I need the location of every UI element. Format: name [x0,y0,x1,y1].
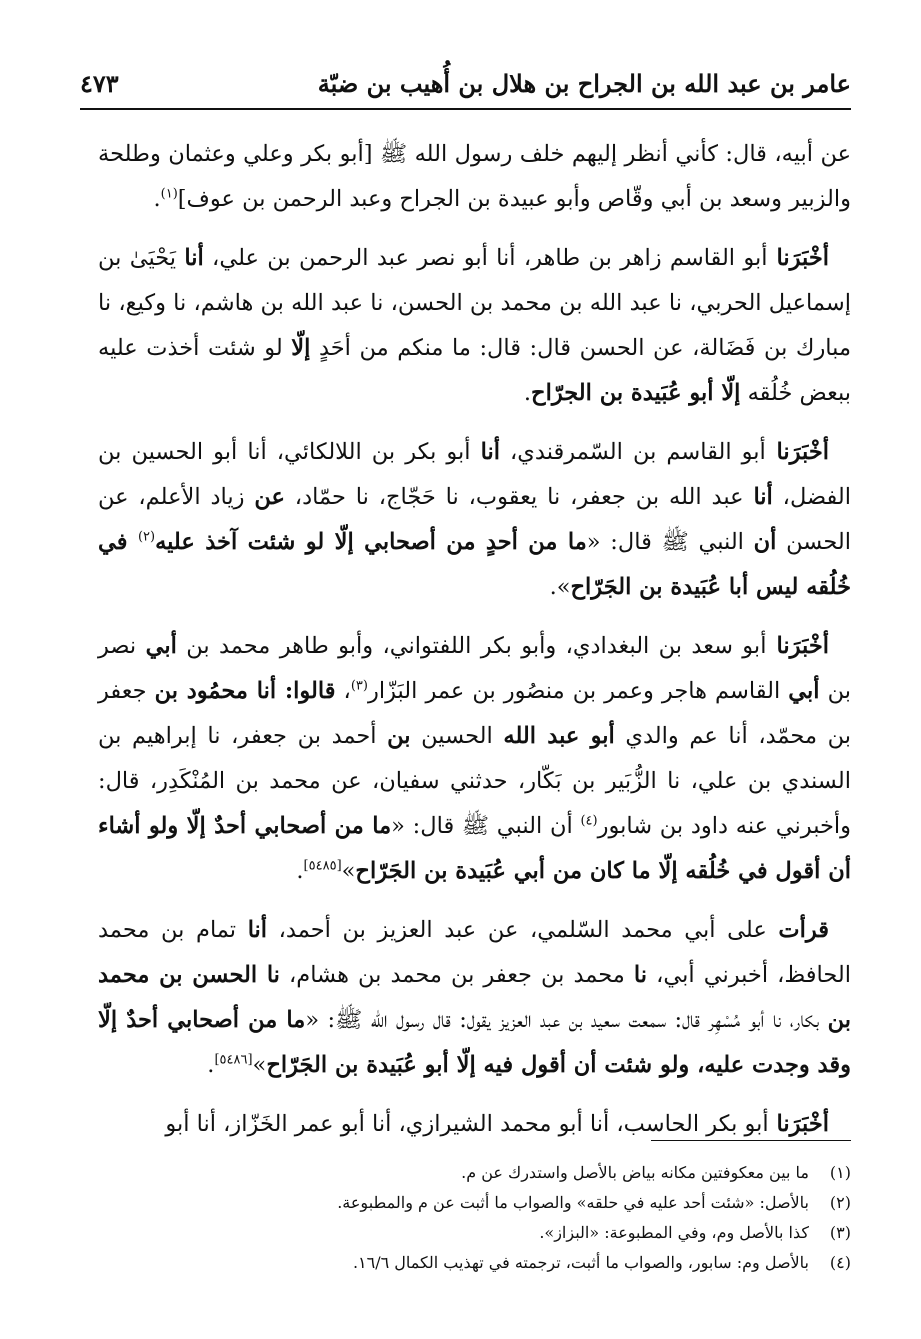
text-segment: أن [753,529,777,555]
text-segment: أن النبي ﷺ قال: « [391,813,581,839]
footnote-reference: (١) [160,186,178,202]
text-segment: أنا [753,484,773,510]
text-segment: أبي [788,678,820,704]
footnote-number: (٣) [829,1223,851,1242]
footnotes [98,1158,851,1278]
text-segment: أخْبَرَنا [767,245,829,271]
text-segment: يَحْيَىٰ بن إسماعيل الحربي، نا عبد الله بن محمد بن الحسن، نا عبد الله بن هاشم، نا وكيع، نا مبارك بن فَضَالة، عن الحسن قال: قال: ما منكم من أحَدٍ [98,245,852,361]
text-segment: أبو سعد بن البغدادي، وأبو بكر اللفتواني، وأبو طاهر محمد بن [176,633,767,659]
footnote [98,1158,851,1188]
text-segment: أبو بكر بن اللالكائي، أنا أبو الحسين بن الفضل، [98,439,851,510]
text-segment: أبو القاسم بن السّمرقندي، [499,439,766,465]
running-header [80,58,851,110]
text-segment: أنا [184,245,204,271]
footnote-number: (٢) [829,1193,851,1212]
text-segment: » [252,1052,267,1078]
text-segment: تمام بن محمد الحافظ، أخبرني أبي، [98,917,851,988]
text-segment: نصر بن [98,633,851,704]
text-segment: القاسم هاجر وعمر بن منصُور بن عمر البَزّار [367,678,789,704]
text-segment: إلّا أبو عُبَيدة بن الجرّاح [531,380,741,406]
text-segment: على أبي محمد السّلمي، عن عبد العزيز بن أحمد، [267,917,779,943]
footnote-reference: [٥٤٨٦] [214,1052,253,1068]
text-segment: . [153,186,161,212]
footnote-text: بالأصل وم: سابور، والصواب ما أثبت، ترجمته في تهذيب الكمال ١٦/٦. [352,1253,809,1272]
footnote [98,1188,851,1218]
text-segment: أنا [247,917,268,943]
text-segment: أخْبَرَنا [766,633,829,659]
text-segment: عن أبيه، قال: كأني أنظر إليهم خلف رسول الله ﷺ [أبو بكر وعلي وعثمان وطلحة والزبير وسعد بن أبي وقّاص وأبو عبيدة بن الجراح وعبد الرحمن بن عوف] [98,141,851,212]
text-segment: عبد الله بن جعفر، نا يعقوب، نا حَجّاج، نا حمّاد، [284,484,754,510]
text-segment: ما من أحدٍ من أصحابي إلّا لو شئت آخذ عليه [155,529,587,555]
footnote-reference: (٢) [137,529,156,545]
text-segment: إلّا [291,335,311,361]
footnote-reference: (٣) [350,678,368,694]
text-segment: أبو عبد الله [503,723,615,749]
footnote [98,1248,851,1278]
paragraph [98,624,851,894]
footnote [98,1218,851,1248]
footnote-number: (٤) [829,1253,851,1272]
footnote-reference: (٤) [580,813,598,829]
running-title: عامر بن عبد الله بن الجراح بن هلال بن أُهيب بن ضبّة [317,68,851,98]
text-segment: أخْبَرَنا [765,439,829,465]
text-segment: قالوا: أنا محمُود بن [154,678,336,704]
text-segment: ، [335,678,351,704]
footnote-number: (١) [829,1163,851,1182]
paragraph [98,132,851,222]
text-segment: نا الحسن بن محمد بن [98,962,851,1033]
text-segment: ». [549,574,571,600]
text-segment: أبو بكر الحاسب، أنا أبو محمد الشيرازي، أنا أبو عمر الخَزّاز، أنا أبو [165,1111,769,1137]
text-segment: أخْبَرَنا [768,1111,829,1137]
text-segment: قرأت [778,917,829,943]
main-text [98,132,851,1161]
text-segment: ما من أصحابي أحدٌ إلّا ولو أشاء أن أقول في خُلُقه إلّا ما كان من أبي عُبَيدة بن الجَرّاح [98,813,851,884]
paragraph [98,908,851,1088]
footnote-reference: [٥٤٨٥] [303,858,342,874]
text-segment: النبي ﷺ قال: « [586,529,754,555]
paragraph [98,430,851,610]
text-segment: أبو القاسم زاهر بن طاهر، أنا أبو نصر عبد الرحمن بن علي، [203,245,768,271]
footnote-text: بالأصل: «شئت أحد عليه في حلقه» والصواب ما أثبت عن م والمطبوعة. [337,1193,809,1212]
text-segment: . [207,1052,215,1078]
text-segment: بن [387,723,411,749]
paragraph [98,236,851,416]
text-segment: . [523,380,532,406]
text-segment: عن [254,484,285,510]
text-segment: » [341,858,356,884]
text-segment: أبي [145,633,177,659]
text-segment: نا [633,962,648,988]
text-segment: جعفر بن محمّد، أنا عم والدي [98,678,851,749]
text-segment: في خُلُقه ليس أبا عُبَيدة بن الجَرّاح [98,529,851,600]
footnote-text: ما بين معكوفتين مكانه بياض بالأصل واستدرك عن م. [461,1163,809,1182]
text-segment: . [296,858,304,884]
text-segment: زياد الأعلم، عن الحسن [98,484,852,555]
page-number: ٤٧٣ [80,68,119,98]
text-segment: أنا [480,439,500,465]
text-segment: الحسين [410,723,504,749]
footnote-separator [651,1140,851,1141]
footnote-text: كذا بالأصل وم، وفي المطبوعة: «البزاز». [539,1223,809,1242]
text-segment: ما من أصحابي أحدٌ إلّا وقد وجدت عليه، ولو شئت أن أقول فيه إلّا أبو عُبَيدة بن الجَرّاح [98,1007,851,1078]
text-segment: لو شئت أخذت عليه ببعض خُلُقه [98,335,851,406]
text-segment: محمد بن جعفر بن محمد بن هشام، [279,962,634,988]
text-segment: أحمد بن جعفر، نا إبراهيم بن السندي بن علي، نا الزُّبَير بن بَكّار، حدثني سفيان، عن محمد بن المُنْكَدِر، قال: وأخبرني عنه داود بن شابور [98,723,852,839]
text-segment: بكار، نا أبو مُسْهِر قال: سمعت سعيد بن عبد العزيز يقول: قال رسول الله ﷺ: « [305,1007,828,1033]
